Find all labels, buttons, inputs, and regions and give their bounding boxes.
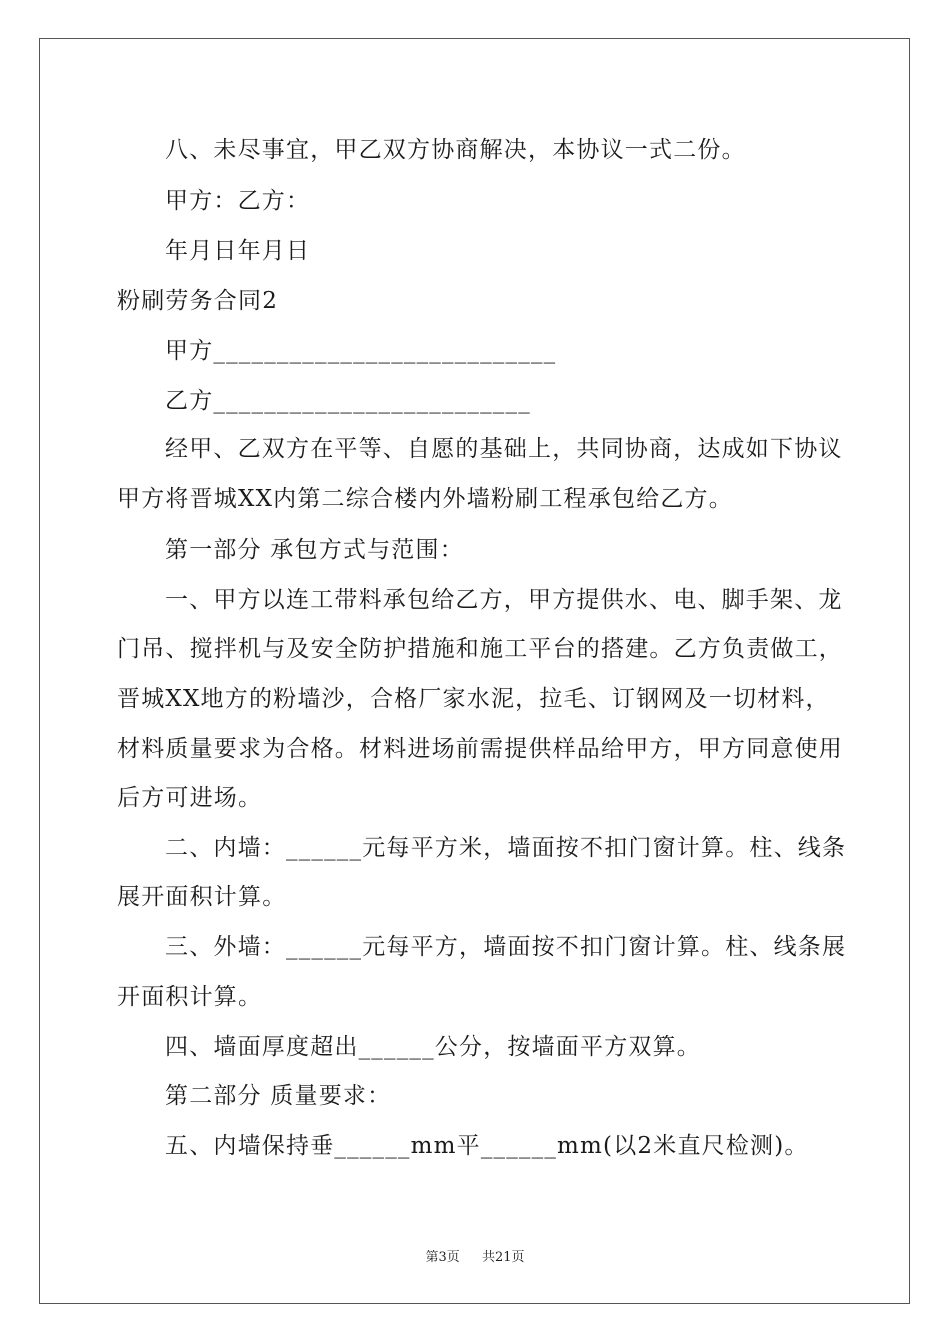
paragraph-line: 展开面积计算。 (117, 884, 287, 910)
paragraph-line: 第二部分 质量要求： (165, 1083, 392, 1109)
paragraph-line: 一、甲方以连工带料承包给乙方，甲方提供水、电、脚手架、龙 (165, 587, 843, 613)
page-frame (39, 38, 910, 1304)
paragraph-line: 甲方：乙方： (165, 188, 311, 214)
page-number: 第3页 (425, 1250, 460, 1265)
paragraph-line: 甲方将晋城XX内第二综合楼内外墙粉刷工程承包给乙方。 (117, 486, 733, 512)
paragraph-line: 四、墙面厚度超出______公分，按墙面平方双算。 (165, 1034, 701, 1060)
paragraph-line: 二、内墙：______元每平方米，墙面按不扣门窗计算。柱、线条 (165, 835, 847, 861)
paragraph-line: 五、内墙保持垂______mm平______mm(以2米直尺检测)。 (165, 1133, 809, 1159)
paragraph-line: 晋城XX地方的粉墙沙，合格厂家水泥，拉毛、订钢网及一切材料， (117, 686, 830, 712)
paragraph-line: 甲方___________________________ (165, 338, 557, 364)
page-total: 共21页 (482, 1250, 525, 1265)
paragraph-line: 三、外墙：______元每平方，墙面按不扣门窗计算。柱、线条展 (165, 934, 847, 960)
paragraph-line: 八、未尽事宜，甲乙双方协商解决，本协议一式二份。 (165, 137, 746, 163)
paragraph-line: 年月日年月日 (165, 238, 311, 264)
section-heading: 粉刷劳务合同2 (117, 288, 279, 314)
paragraph-line: 乙方_________________________ (165, 388, 531, 414)
paragraph-line: 门吊、搅拌机与及安全防护措施和施工平台的搭建。乙方负责做工， (117, 636, 843, 662)
page-footer (0, 1246, 950, 1265)
paragraph-line: 材料质量要求为合格。材料进场前需提供样品给甲方，甲方同意使用 (117, 736, 843, 762)
paragraph-line: 后方可进场。 (117, 785, 263, 811)
paragraph-line: 开面积计算。 (117, 984, 263, 1010)
paragraph-line: 第一部分 承包方式与范围： (165, 537, 464, 563)
paragraph-line: 经甲、乙双方在平等、自愿的基础上，共同协商，达成如下协议 (165, 436, 843, 462)
